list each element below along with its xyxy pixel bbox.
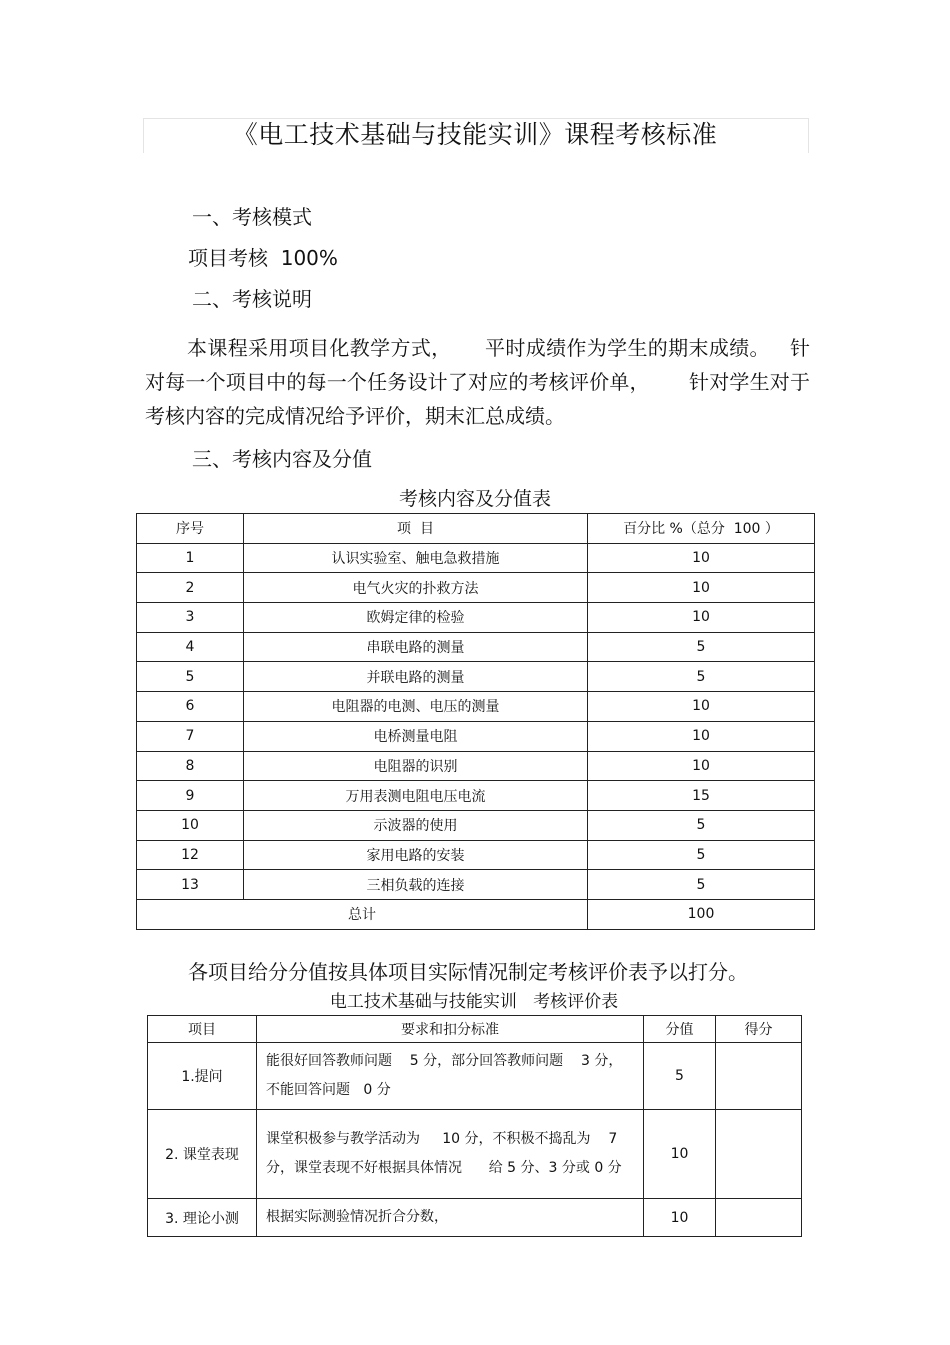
cell-no: 6: [137, 692, 244, 722]
cell-item: 3. 理论小测: [148, 1199, 257, 1237]
cell-no: 12: [137, 840, 244, 870]
cell-no: 2: [137, 573, 244, 603]
table-row: [137, 870, 815, 900]
section-heading-3: 三、考核内容及分值: [192, 447, 372, 471]
cell-percent: 5: [588, 870, 815, 900]
cell-item: 1.提问: [148, 1043, 257, 1110]
cell-criteria: 根据实际测验情况折合分数，: [257, 1199, 644, 1237]
header-obtained: 得分: [716, 1016, 802, 1043]
scoring-note: 各项目给分分值按具体项目实际情况制定考核评价表予以打分。: [188, 960, 748, 984]
cell-item: 电阻器的电测、电压的测量: [244, 692, 588, 722]
cell-item: 家用电路的安装: [244, 840, 588, 870]
cell-percent: 5: [588, 810, 815, 840]
cell-item: 电桥测量电阻: [244, 721, 588, 751]
table-row: [137, 781, 815, 811]
cell-item: 电阻器的识别: [244, 751, 588, 781]
header-no: 序号: [137, 514, 244, 544]
table1-caption: 考核内容及分值表: [398, 488, 551, 510]
cell-percent: 10: [588, 573, 815, 603]
cell-item: 示波器的使用: [244, 810, 588, 840]
table-row: [137, 543, 815, 573]
cell-item: 并联电路的测量: [244, 662, 588, 692]
total-label: 总计: [137, 899, 588, 929]
table-row: [137, 573, 815, 603]
cell-score: 10: [644, 1110, 716, 1199]
cell-score: 10: [644, 1199, 716, 1237]
cell-no: 3: [137, 603, 244, 633]
table-row: [137, 662, 815, 692]
cell-criteria: 课堂积极参与教学活动为 10 分，不积极不捣乱为 7 分，课堂表现不好根据具体情况 给 5 分、3 分或 0 分: [257, 1110, 644, 1199]
table2-caption: 电工技术基础与技能实训 考核评价表: [329, 992, 619, 1012]
section-heading-2: 二、考核说明: [192, 287, 312, 311]
table-header-row: [137, 514, 815, 544]
header-percent: 百分比 %（总分 100 ）: [588, 514, 815, 544]
table-row: [137, 840, 815, 870]
cell-percent: 10: [588, 692, 815, 722]
table-row: [148, 1199, 802, 1237]
header-criteria: 要求和扣分标准: [257, 1016, 644, 1043]
cell-percent: 10: [588, 721, 815, 751]
table-row: [137, 632, 815, 662]
cell-item: 三相负载的连接: [244, 870, 588, 900]
cell-percent: 5: [588, 662, 815, 692]
document-title: 《电工技术基础与技能实训》课程考核标准: [232, 120, 718, 149]
table-row: [137, 603, 815, 633]
table-row: [148, 1110, 802, 1199]
cell-criteria: 能很好回答教师问题 5 分，部分回答教师问题 3 分，不能回答问题 0 分: [257, 1043, 644, 1110]
header-item: 项目: [148, 1016, 257, 1043]
table-row: [137, 751, 815, 781]
table-row: [148, 1043, 802, 1110]
cell-obtained: [716, 1110, 802, 1199]
header-item: 项 目: [244, 514, 588, 544]
total-row: [137, 899, 815, 929]
cell-item: 万用表测电阻电压电流: [244, 781, 588, 811]
cell-no: 5: [137, 662, 244, 692]
cell-item: 认识实验室、触电急救措施: [244, 543, 588, 573]
cell-item: 欧姆定律的检验: [244, 603, 588, 633]
cell-item: 2. 课堂表现: [148, 1110, 257, 1199]
cell-obtained: [716, 1199, 802, 1237]
cell-percent: 5: [588, 632, 815, 662]
cell-item: 电气火灾的扑救方法: [244, 573, 588, 603]
cell-percent: 10: [588, 543, 815, 573]
header-score: 分值: [644, 1016, 716, 1043]
total-value: 100: [588, 899, 815, 929]
cell-no: 8: [137, 751, 244, 781]
cell-no: 10: [137, 810, 244, 840]
cell-score: 5: [644, 1043, 716, 1110]
cell-obtained: [716, 1043, 802, 1110]
table-row: [137, 692, 815, 722]
cell-percent: 10: [588, 603, 815, 633]
assessment-mode: 项目考核 100%: [188, 246, 338, 270]
cell-percent: 15: [588, 781, 815, 811]
cell-no: 4: [137, 632, 244, 662]
cell-item: 串联电路的测量: [244, 632, 588, 662]
table-row: [137, 721, 815, 751]
cell-percent: 10: [588, 751, 815, 781]
table-header-row: [148, 1016, 802, 1043]
score-table: [136, 513, 815, 930]
cell-no: 13: [137, 870, 244, 900]
cell-percent: 5: [588, 840, 815, 870]
section-heading-1: 一、考核模式: [192, 205, 312, 229]
table-row: [137, 810, 815, 840]
evaluation-table: [147, 1015, 802, 1237]
cell-no: 1: [137, 543, 244, 573]
cell-no: 7: [137, 721, 244, 751]
cell-no: 9: [137, 781, 244, 811]
description-paragraph: 本课程采用项目化教学方式， 平时成绩作为学生的期末成绩。 针对每一个项目中的每一个任务设计了对应的考核评价单， 针对学生对于考核内容的完成情况给予评价，期末汇总成绩。: [145, 336, 810, 428]
